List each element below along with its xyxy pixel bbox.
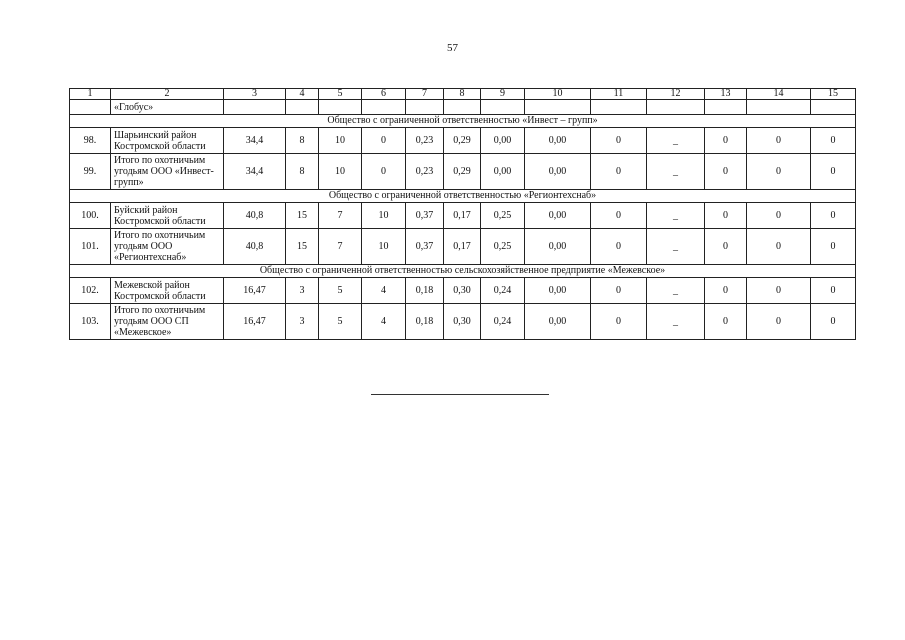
column-number-row [70, 89, 856, 100]
cell: _ [647, 128, 705, 154]
cell: 0 [591, 128, 647, 154]
table-row [70, 278, 856, 304]
cell: 0 [747, 203, 811, 229]
organization-header-row [70, 265, 856, 278]
cell: 0 [591, 154, 647, 190]
cell: 0,24 [481, 278, 525, 304]
row-number: 103. [70, 304, 111, 340]
cell: 0,17 [444, 203, 481, 229]
cell: 0,30 [444, 304, 481, 340]
cell: 0,25 [481, 203, 525, 229]
cell: _ [647, 278, 705, 304]
cell: 0 [705, 203, 747, 229]
row-number: 101. [70, 229, 111, 265]
cell: 0 [705, 278, 747, 304]
organization-title: Общество с ограниченной ответственностью «Регионтехснаб» [70, 190, 856, 203]
column-number: 10 [525, 89, 591, 100]
cell: 16,47 [224, 278, 286, 304]
cell: 0,00 [525, 128, 591, 154]
cell: _ [647, 229, 705, 265]
cell: 0 [811, 154, 856, 190]
cell: _ [647, 203, 705, 229]
cell: 0 [811, 278, 856, 304]
cell: 0 [591, 304, 647, 340]
cell: 0,18 [406, 278, 444, 304]
column-number: 9 [481, 89, 525, 100]
table-row [70, 128, 856, 154]
cell: 0 [705, 229, 747, 265]
cell: 0,29 [444, 128, 481, 154]
cell: 0,00 [481, 128, 525, 154]
column-number: 6 [362, 89, 406, 100]
cell: 0,37 [406, 203, 444, 229]
hunting-grounds-table [69, 88, 856, 340]
page-number: 57 [447, 42, 458, 54]
cell: 10 [362, 229, 406, 265]
cell: 0,00 [525, 203, 591, 229]
cell: 0 [362, 154, 406, 190]
column-number: 14 [747, 89, 811, 100]
organization-title: Общество с ограниченной ответственностью «Инвест – групп» [70, 115, 856, 128]
cell: 0,25 [481, 229, 525, 265]
cell: 8 [286, 154, 319, 190]
cell: 0,24 [481, 304, 525, 340]
cell: 3 [286, 304, 319, 340]
cell: 0 [747, 154, 811, 190]
cell: 0 [811, 128, 856, 154]
cell: 0 [747, 128, 811, 154]
column-number: 11 [591, 89, 647, 100]
column-number: 1 [70, 89, 111, 100]
table-row [70, 203, 856, 229]
row-name: Шарьинский район Костромской области [111, 128, 224, 154]
column-number: 8 [444, 89, 481, 100]
cell: 10 [319, 154, 362, 190]
cell: 4 [362, 278, 406, 304]
column-number: 5 [319, 89, 362, 100]
organization-header-row [70, 115, 856, 128]
cell: 0 [747, 304, 811, 340]
table-row [70, 229, 856, 265]
cell: 0 [811, 304, 856, 340]
column-number: 12 [647, 89, 705, 100]
row-name: Межевской район Костромской области [111, 278, 224, 304]
cell: 7 [319, 203, 362, 229]
column-number: 4 [286, 89, 319, 100]
column-number: 15 [811, 89, 856, 100]
column-number: 7 [406, 89, 444, 100]
cell: 5 [319, 304, 362, 340]
column-number: 13 [705, 89, 747, 100]
cell: 0 [591, 278, 647, 304]
cell: 0,18 [406, 304, 444, 340]
row-number: 99. [70, 154, 111, 190]
cell: 0 [747, 229, 811, 265]
cell: 15 [286, 229, 319, 265]
organization-header-row [70, 190, 856, 203]
cell: _ [647, 154, 705, 190]
cell: 34,4 [224, 154, 286, 190]
cell: 0,23 [406, 128, 444, 154]
table-row [70, 304, 856, 340]
cell: 0,00 [525, 154, 591, 190]
row-name: Итого по охотничьим угодьям ООО «Инвест-групп» [111, 154, 224, 190]
cell: 0 [591, 229, 647, 265]
cell: 15 [286, 203, 319, 229]
column-number: 3 [224, 89, 286, 100]
cell: 3 [286, 278, 319, 304]
cell: 7 [319, 229, 362, 265]
cell: 8 [286, 128, 319, 154]
cell: 34,4 [224, 128, 286, 154]
cell: 0,00 [525, 278, 591, 304]
cell: 10 [319, 128, 362, 154]
cell: 0,29 [444, 154, 481, 190]
cell: 5 [319, 278, 362, 304]
cell: 0 [591, 203, 647, 229]
cell: 0,30 [444, 278, 481, 304]
row-number: 102. [70, 278, 111, 304]
cell: 0 [705, 304, 747, 340]
cell: 0 [811, 203, 856, 229]
row-name: Итого по охотничьим угодьям ООО «Регионтехснаб» [111, 229, 224, 265]
organization-title: Общество с ограниченной ответственностью сельскохозяйственное предприятие «Межевское» [70, 265, 856, 278]
cell: 40,8 [224, 203, 286, 229]
cell: 0,00 [481, 154, 525, 190]
row-name: Итого по охотничьим угодьям ООО СП «Межевское» [111, 304, 224, 340]
cell: 0,37 [406, 229, 444, 265]
cell: 0 [705, 128, 747, 154]
column-number: 2 [111, 89, 224, 100]
cell: 0 [705, 154, 747, 190]
row-number: 100. [70, 203, 111, 229]
closing-rule [371, 394, 549, 395]
cell: 10 [362, 203, 406, 229]
cell: 0 [362, 128, 406, 154]
row-number: 98. [70, 128, 111, 154]
cell: 0,00 [525, 304, 591, 340]
row-name: «Глобус» [111, 100, 224, 115]
cell: 0,23 [406, 154, 444, 190]
cell: 0 [747, 278, 811, 304]
continuation-row [70, 100, 856, 115]
cell: 0,17 [444, 229, 481, 265]
row-name: Буйский район Костромской области [111, 203, 224, 229]
cell: 16,47 [224, 304, 286, 340]
cell: 0 [811, 229, 856, 265]
cell: 0,00 [525, 229, 591, 265]
table-row [70, 154, 856, 190]
cell: _ [647, 304, 705, 340]
cell: 4 [362, 304, 406, 340]
cell: 40,8 [224, 229, 286, 265]
